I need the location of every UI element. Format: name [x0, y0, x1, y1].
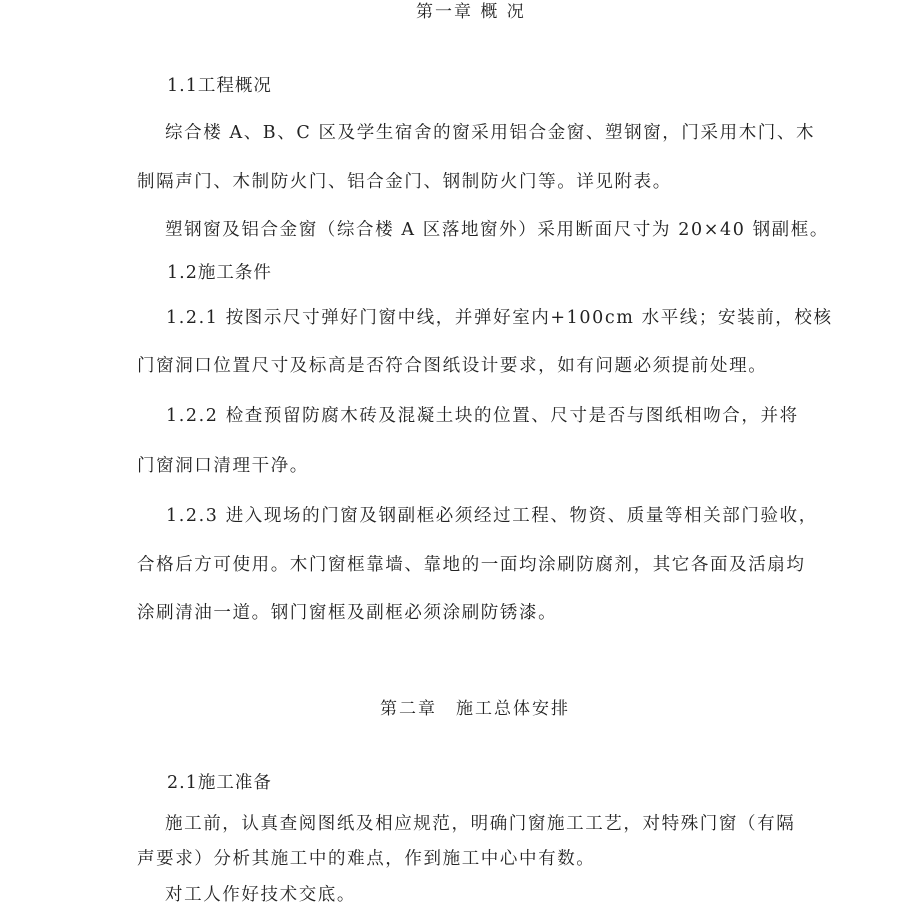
paragraph-line: 施工前，认真查阅图纸及相应规范，明确门窗施工工艺，对特殊门窗（有隔	[165, 814, 796, 834]
list-item-line: 1.2.1 按图示尺寸弹好门窗中线，并弹好室内+100cm 水平线；安装前，校核	[166, 308, 833, 328]
list-item-line: 合格后方可使用。木门窗框靠墙、靠地的一面均涂刷防腐剂，其它各面及活扇均	[137, 555, 806, 575]
paragraph-line: 对工人作好技术交底。	[165, 885, 356, 905]
list-item-line: 涂刷清油一道。钢门窗框及副框必须涂刷防锈漆。	[137, 603, 558, 623]
chapter-2-title: 第二章 施工总体安排	[380, 699, 570, 719]
paragraph-line: 塑钢窗及铝合金窗（综合楼 A 区落地窗外）采用断面尺寸为 20×40 钢副框。	[165, 220, 829, 240]
section-2-1-heading: 2.1施工准备	[167, 773, 272, 793]
section-1-2-heading: 1.2施工条件	[167, 263, 272, 283]
paragraph-line: 制隔声门、木制防火门、铝合金门、钢制防火门等。详见附表。	[137, 172, 672, 192]
list-item-line: 门窗洞口清理干净。	[137, 456, 309, 476]
list-item-line: 1.2.3 进入现场的门窗及钢副框必须经过工程、物资、质量等相关部门验收，	[166, 506, 818, 526]
chapter-1-title: 第一章 概 况	[416, 2, 526, 22]
paragraph-line: 声要求）分析其施工中的难点，作到施工中心中有数。	[137, 849, 596, 869]
list-item-line: 1.2.2 检查预留防腐木砖及混凝土块的位置、尺寸是否与图纸相吻合，并将	[166, 406, 799, 426]
list-item-line: 门窗洞口位置尺寸及标高是否符合图纸设计要求，如有问题必须提前处理。	[137, 356, 768, 376]
paragraph-line: 综合楼 A、B、C 区及学生宿舍的窗采用铝合金窗、塑钢窗，门采用木门、木	[165, 123, 816, 143]
section-1-1-heading: 1.1工程概况	[167, 76, 272, 96]
